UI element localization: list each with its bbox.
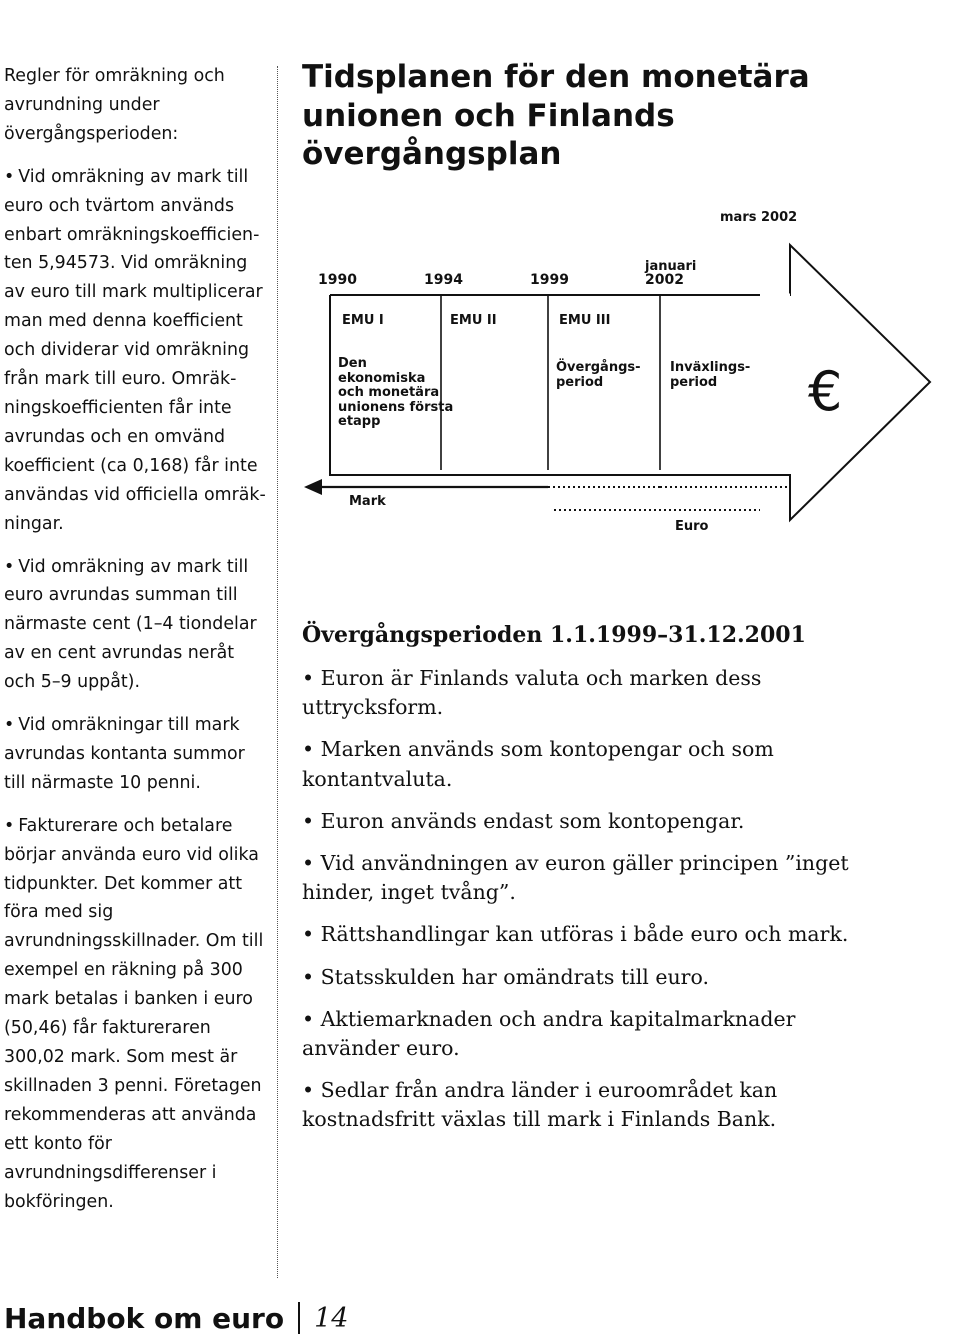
bullet: • [302, 922, 315, 947]
period-list [302, 664, 862, 1148]
bullet: • [4, 815, 15, 836]
bullet: • [302, 1078, 315, 1103]
list-item-text: Aktiemarknaden och andra kapitalmarknader använder euro. [302, 1006, 796, 1061]
year-label-jan-line1: januari [645, 259, 697, 274]
changeover-label: period [670, 375, 718, 390]
bullet: • [4, 715, 15, 736]
bullet: • [302, 737, 315, 762]
transition-label: period [556, 375, 604, 390]
stage-desc: ekonomiska [338, 371, 426, 386]
list-item [302, 735, 862, 793]
sidebar-item-text: Vid omräkningar till mark avrundas kontanta summor till närmaste 10 penni. [4, 715, 245, 793]
euro-label: Euro [675, 519, 709, 534]
list-item-text: Vid användningen av euron gäller principen ”inget hinder, inget tvång”. [302, 851, 849, 905]
list-item [302, 664, 862, 722]
stage-desc: unionens första [338, 400, 454, 415]
year-label-jan-line2: 2002 [645, 272, 684, 288]
bullet: • [4, 556, 15, 577]
date-label-mars: mars 2002 [720, 210, 798, 225]
timeline-diagram [0, 0, 960, 560]
euro-symbol-icon: € [808, 360, 843, 423]
footer-separator [298, 1302, 300, 1334]
sidebar-item-text: Vid omräkning av mark till euro avrundas summan till närmaste cent (1–4 tiondelar av en cent avrundas neråt och 5–9 uppåt). [4, 556, 257, 693]
stage-label: EMU II [450, 313, 497, 328]
list-item [302, 1005, 862, 1063]
list-item-text: Sedlar från andra länder i euroområdet kan kostnadsfritt växlas till mark i Finlands Bank. [302, 1078, 778, 1132]
stage-label: EMU III [559, 313, 611, 328]
list-item [302, 920, 862, 949]
sidebar-item-text: Fakturerare och betalare börjar använda euro vid olika tidpunkter. Det kommer att föra med sig avrundningsskillnader. Om till exempel en räkning på 300 mark betalas i banken i euro (50,46) får faktureraren 300,02 mark. Som mest är skillnaden 3 penni. Företagen rekommenderas att använda ett konto för avrundningsdifferenser i bokföringen. [4, 815, 264, 1212]
main-title: Tidsplanen för den monetära unionen och Finlands övergångsplan [302, 59, 810, 172]
list-item [302, 849, 862, 907]
bullet: • [302, 808, 315, 833]
list-item [302, 807, 862, 836]
list-item-text: Marken används som kontopengar och som kontantvaluta. [302, 737, 774, 791]
bullet: • [4, 166, 15, 187]
list-item-text: Euron är Finlands valuta och marken dess uttrycksform. [302, 666, 762, 720]
sidebar-title: Regler för omräkning och avrundning under övergångsperioden: [4, 66, 225, 144]
list-item-text: Statsskulden har omändrats till euro. [320, 964, 709, 989]
sidebar-item [4, 812, 266, 1217]
stage-desc: och monetära [338, 385, 440, 400]
mark-label: Mark [349, 494, 386, 509]
bullet: • [302, 964, 315, 989]
page-number: 14 [314, 1302, 349, 1334]
bullet: • [302, 1006, 315, 1031]
stage-label: EMU I [342, 313, 384, 328]
footer-title: Handbok om euro [4, 1301, 285, 1335]
changeover-label: Inväxlings- [670, 360, 751, 375]
transition-label: Övergångs- [556, 360, 641, 375]
year-label: 1999 [530, 272, 569, 288]
sidebar-item-text: Vid omräkning av mark till euro och tvärtom används enbart omräkningskoefficienten 5,94573. Vid omräkning av euro till mark multiplicerar man med denna koefficient och dividerar vid omräkning från mark till euro. Omräkningskoefficienten får inte avrundas och en omvänd koefficient (ca 0,168) får inte användas vid officiella omräkningar. [4, 166, 266, 534]
mark-arrow-head [304, 479, 322, 495]
sidebar-item [4, 711, 266, 798]
list-item-text: Rättshandlingar kan utföras i både euro och mark. [320, 922, 849, 947]
list-item [302, 1076, 862, 1134]
list-item [302, 963, 862, 992]
period-heading: Övergångsperioden 1.1.1999–31.12.2001 [302, 622, 806, 648]
sidebar-item [4, 553, 266, 698]
stage-desc: Den [338, 356, 367, 371]
list-item-text: Euron används endast som kontopengar. [320, 808, 745, 833]
year-label: 1994 [424, 272, 463, 288]
bullet: • [302, 666, 315, 690]
stage-desc: etapp [338, 414, 381, 429]
page-footer [4, 1296, 348, 1340]
bullet: • [302, 851, 315, 876]
year-label: 1990 [318, 272, 357, 288]
